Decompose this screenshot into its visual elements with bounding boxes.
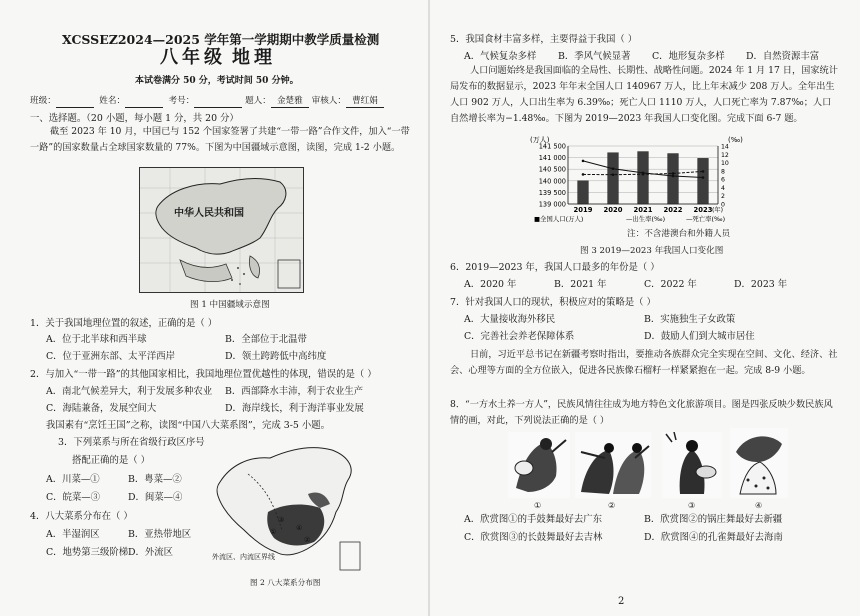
intro-text: 截至 2023 年 10 月，中国已与 152 个国家签署了共建“一带一路”合作文件，加入“一带一路”的国家数量占全球国家数量的 77%。下图为中国疆域示意图，读图，完成 1-2 小题。: [30, 126, 410, 153]
q2-option-d[interactable]: D．海岸线长，利于海洋事业发展: [225, 403, 364, 414]
svg-text:④: ④: [296, 524, 303, 532]
q6-option-c[interactable]: C．2022 年: [644, 279, 697, 290]
chart-bar-population: [668, 154, 679, 204]
chart-point-birth-rate: [672, 175, 675, 178]
q5-stem: 5．我国食材丰富多样，主要得益于我国（ ）: [450, 34, 638, 45]
id-field[interactable]: [194, 96, 242, 108]
picture-number-4: ④: [755, 501, 763, 510]
dance-4-drawing: [730, 428, 788, 498]
q5-option-a[interactable]: A．气候复杂多样: [464, 51, 537, 62]
chart-right-tick: 2: [721, 193, 725, 201]
q1-option-b[interactable]: B．全部位于北温带: [225, 334, 307, 345]
chart-x-tick: 2023: [693, 206, 713, 214]
chart-legend-population: ■全国人口(万人): [534, 215, 584, 223]
population-chart-svg: [528, 134, 758, 226]
chart-bar-population: [608, 153, 619, 204]
chart-bar-population: [578, 181, 589, 204]
subject: 地理: [232, 47, 276, 68]
chart-right-tick: 10: [721, 160, 729, 168]
chart-right-tick: 8: [721, 168, 725, 176]
chart-bar-population: [698, 158, 709, 204]
chart-legend-birth-rate: —出生率(‰): [626, 215, 666, 223]
chart-right-tick: 6: [721, 176, 725, 184]
dance-picture-4: [730, 428, 788, 498]
q6-option-d[interactable]: D．2023 年: [734, 279, 788, 290]
chart-left-tick: 141 500: [538, 142, 566, 151]
chart-point-death-rate: [582, 173, 585, 176]
xinjiang-intro: 日前，习近平总书记在新疆考察时指出，要推动各族群众完全实现在空间、文化、经济、社会、心理等方面的全方位嵌入，促进各民族像石榴籽一样紧紧抱在一起。完成 8-9 小题。: [450, 349, 838, 376]
section-1-heading: 一、选择题。（20 小题，每小题 1 分，共 20 分）: [30, 113, 239, 124]
dance-1-drawing: [508, 432, 570, 498]
q7-option-c[interactable]: C．完善社会养老保障体系: [464, 331, 575, 342]
q1-option-c[interactable]: C．位于亚洲东部、太平洋西岸: [46, 351, 176, 362]
reviewer-label: 审核人：: [311, 96, 346, 106]
map-country-label: 中华人民共和国: [174, 208, 244, 219]
chart-x-tick: 2019: [573, 206, 593, 214]
q4-option-c[interactable]: C．地势第三级阶梯: [46, 547, 129, 558]
q3-option-c[interactable]: C．皖菜—③: [46, 492, 101, 503]
fig3-caption: 图 3 2019—2023 年我国人口变化图: [580, 246, 724, 256]
q5-option-d[interactable]: D．自然资源丰富: [746, 51, 820, 62]
q1-option-a[interactable]: A．位于北半球和西半球: [46, 334, 147, 345]
name-label: 姓名：: [99, 96, 126, 106]
q3-option-d[interactable]: D．闽菜—④: [128, 492, 183, 503]
setter-label: 题人：: [245, 96, 271, 106]
chart-point-death-rate: [612, 173, 615, 176]
q3-stem: 3．下列菜系与所在省级行政区序号: [58, 437, 205, 448]
dance-picture-2: [575, 432, 651, 498]
chart-left-tick: 139 000: [538, 200, 566, 209]
q8-option-d[interactable]: D．欣赏图④的孔雀舞最好去海南: [644, 532, 783, 543]
chart-x-suffix: (年): [712, 207, 724, 214]
dance-3-drawing: [662, 432, 722, 498]
dance-picture-3: [662, 432, 722, 498]
chart-left-tick: 140 000: [538, 177, 566, 186]
q1-stem: 1．关于我国地理位置的叙述，正确的是（ ）: [30, 318, 218, 329]
chart-point-death-rate: [672, 172, 675, 175]
q3-option-a[interactable]: A．川菜—①: [46, 474, 100, 485]
picture-number-2: ②: [608, 501, 616, 510]
q6-stem: 6．2019—2023 年，我国人口最多的年份是（ ）: [450, 262, 660, 273]
chart-x-tick: 2020: [603, 206, 623, 214]
page-number: 2: [618, 596, 625, 607]
chart-left-tick: 140 500: [538, 165, 566, 174]
population-intro: 人口问题始终是我国面临的全局性、长期性、战略性问题。2024 年 1 月 17 日，国家统计局发布的数据显示，2023 年年末全国人口 140967 万人，比上年末减少 208 万人。全年出生人口 902 万人，人口出生率为 6.39‰；死亡人口 1110 万人，人口死亡率为 7.87‰；人口自然增长率为−1.48‰。下图为 2019—2023 年我国人口变化图。完成下面 6-7 题。: [450, 65, 838, 124]
q3-option-b[interactable]: B．粤菜—②: [128, 474, 182, 485]
chart-left-tick: 141 000: [538, 154, 566, 163]
fig1-caption: 图 1 中国疆域示意图: [190, 300, 270, 310]
chart-legend-death-rate: —死亡率(‰): [686, 215, 726, 223]
q6-option-a[interactable]: A．2020 年: [464, 279, 517, 290]
grade: 八年级: [160, 47, 226, 68]
setter-name: 金楚雅: [271, 96, 309, 108]
q2-option-a[interactable]: A．南北气候差异大，利于发展多种农业: [46, 386, 213, 397]
exam-info: 本试卷满分 50 分，考试时间 50 分钟。: [135, 76, 299, 86]
chart-right-units: (‰): [728, 136, 743, 144]
picture-number-3: ③: [688, 501, 696, 510]
q2-option-c[interactable]: C．海陆兼备，发展空间大: [46, 403, 157, 414]
chart-right-tick: 4: [721, 184, 725, 192]
id-label: 考号：: [168, 96, 195, 106]
q8-option-b[interactable]: B．欣赏图②的锅庄舞最好去新疆: [644, 514, 783, 525]
cuisine-map: [208, 434, 366, 574]
dance-2-drawing: [575, 432, 651, 498]
chart-note: 注：不含港澳台和外籍人员: [627, 229, 731, 239]
chart-point-birth-rate: [702, 176, 705, 179]
q4-option-a[interactable]: A．半湿润区: [46, 529, 100, 540]
chart-left-tick: 139 500: [538, 188, 566, 197]
q3-stem-cont: 搭配正确的是（ ）: [72, 455, 150, 466]
q8-option-c[interactable]: C．欣赏图③的长鼓舞最好去吉林: [464, 532, 603, 543]
q7-option-a[interactable]: A．大量接收海外移民: [464, 314, 556, 325]
chart-point-birth-rate: [582, 160, 585, 163]
svg-text:③: ③: [278, 516, 285, 524]
chart-left-units: (万人): [530, 136, 550, 144]
meta-line: [30, 96, 384, 108]
chart-point-birth-rate: [612, 167, 615, 170]
fig2-caption: 图 2 八大菜系分布图: [250, 578, 321, 587]
q1-option-d[interactable]: D．领土跨跨低中高纬度: [225, 351, 327, 362]
chart-point-death-rate: [642, 173, 645, 176]
svg-text:①: ①: [270, 528, 277, 536]
svg-text:②: ②: [304, 536, 311, 544]
dance-picture-1: [508, 432, 570, 498]
q8-option-a[interactable]: A．欣赏图①的手鼓舞最好去广东: [464, 514, 603, 525]
chart-right-tick: 0: [721, 201, 725, 209]
map-drawing: [140, 168, 303, 292]
right-page: [430, 0, 860, 616]
exam-title: XCSSEZ2024—2025 学年第一学期期中教学质量检测: [62, 32, 380, 47]
chart-x-tick: 2022: [663, 206, 683, 214]
q2-option-b[interactable]: B．西部降水丰沛，利于农业生产: [225, 386, 364, 397]
name-field[interactable]: [125, 96, 163, 108]
chart-right-tick: 14: [721, 143, 729, 151]
q6-option-b[interactable]: B．2021 年: [554, 279, 607, 290]
q2-stem: 2．与加入“一带一路”的其他国家相比，我国地理位置优越性的体现，错误的是（ ）: [30, 369, 377, 380]
q7-option-b[interactable]: B．实施独生子女政策: [644, 314, 736, 325]
q5-option-b[interactable]: B．季风气候显著: [558, 51, 631, 62]
q7-option-d[interactable]: D．鼓励人们到大城市居住: [644, 331, 755, 342]
population-chart: [528, 134, 758, 226]
q4-option-b[interactable]: B．亚热带地区: [128, 529, 192, 540]
chart-right-tick: 12: [721, 151, 729, 159]
q4-option-d[interactable]: D．外流区: [128, 547, 174, 558]
chart-x-tick: 2021: [633, 206, 653, 214]
q5-option-c[interactable]: C．地形复杂多样: [652, 51, 725, 62]
q8-stem: 8．“一方水土养一方人”，民族风情往往成为地方特色文化旅游项目。图是四张反映少数民族风情的画，对此，下列说法正确的是（ ）: [450, 399, 833, 426]
reviewer-name: 曹红娟: [346, 96, 384, 108]
q3-intro: 我国素有“烹饪王国”之称，读图“中国八大菜系图”，完成 3-5 小题。: [46, 420, 330, 431]
q7-stem: 7．针对我国人口的现状，积极应对的策略是（ ）: [450, 297, 656, 308]
class-field[interactable]: [56, 96, 94, 108]
chart-bar-population: [638, 152, 649, 204]
chart-point-death-rate: [702, 170, 705, 173]
class-label: 班级：: [30, 96, 56, 106]
picture-number-1: ①: [534, 501, 542, 510]
q4-stem: 4．八大菜系分布在（ ）: [30, 511, 133, 522]
china-territory-map: [139, 167, 304, 293]
cuisine-map-legend: 外流区、内流区界线: [212, 553, 275, 561]
